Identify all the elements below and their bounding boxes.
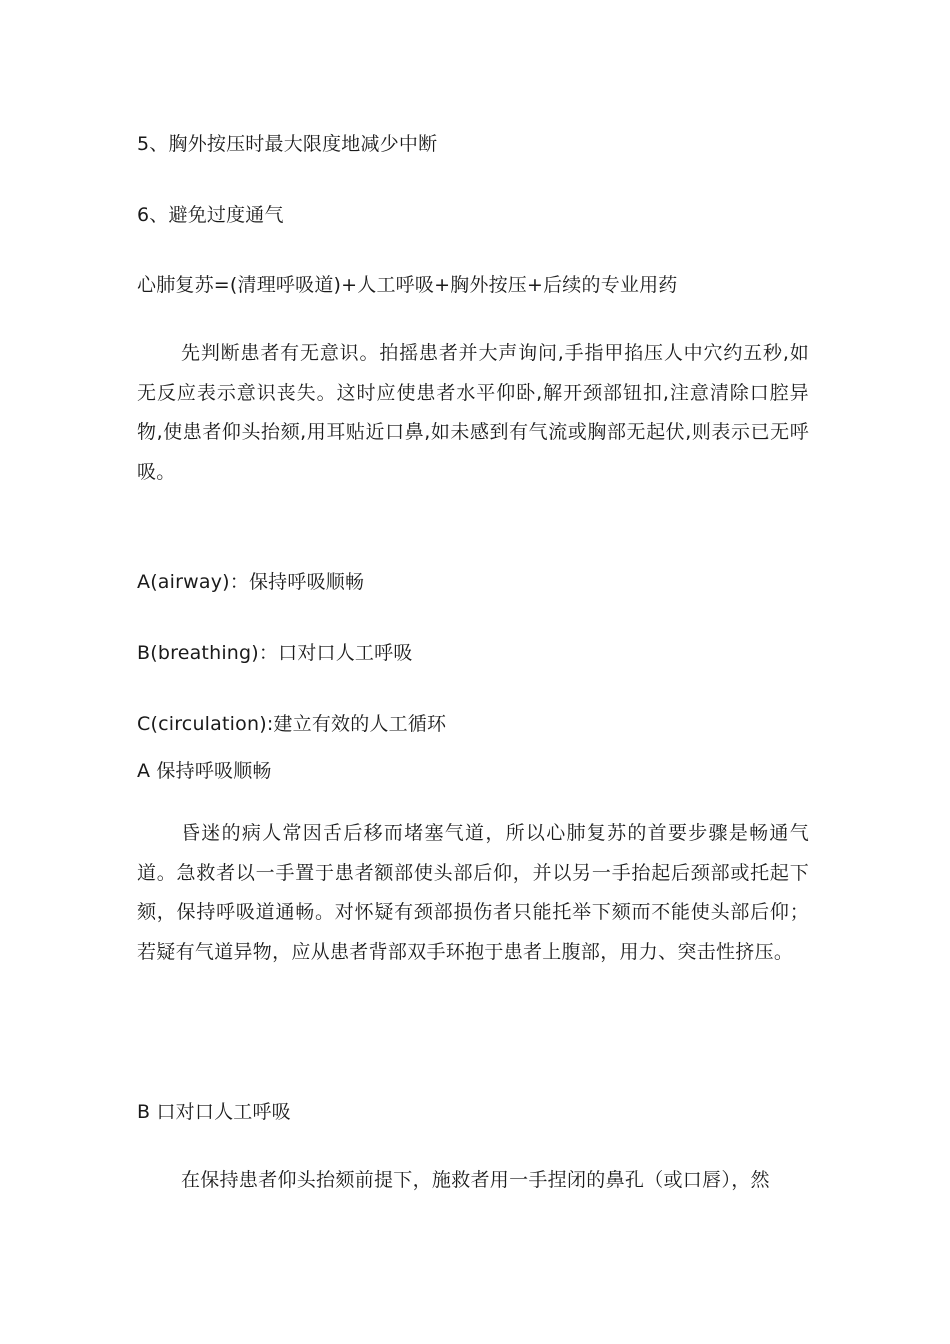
list-item-5: 5、胸外按压时最大限度地减少中断 — [137, 133, 438, 155]
abc-item-b: B(breathing)：口对口人工呼吸 — [137, 642, 413, 664]
cpr-formula: 心肺复苏=(清理呼吸道)+人工呼吸+胸外按压+后续的专业用药 — [137, 274, 678, 296]
abc-item-c: C(circulation):建立有效的人工循环 — [137, 713, 447, 735]
section-a-heading: A 保持呼吸顺畅 — [137, 760, 272, 782]
assessment-paragraph: 先判断患者有无意识。拍摇患者并大声询问,手指甲掐压人中穴约五秒,如无反应表示意识丧失。这时应使患者水平仰卧,解开颈部钮扣,注意清除口腔异物,使患者仰头抬颏,用耳贴近口鼻,如未感到有气流或胸部无起伏,则表示已无呼吸。 — [137, 342, 809, 483]
list-item-6: 6、避免过度通气 — [137, 204, 284, 226]
abc-item-a: A(airway)：保持呼吸顺畅 — [137, 571, 365, 593]
section-b-heading: B 口对口人工呼吸 — [137, 1101, 291, 1123]
section-a-paragraph: 昏迷的病人常因舌后移而堵塞气道，所以心肺复苏的首要步骤是畅通气道。急救者以一手置于患者额部使头部后仰，并以另一手抬起后颈部或托起下颏，保持呼吸道通畅。对怀疑有颈部损伤者只能托举下颏而不能使头部后仰；若疑有气道异物，应从患者背部双手环抱于患者上腹部，用力、突击性挤压。 — [137, 822, 809, 963]
section-b-paragraph: 在保持患者仰头抬颏前提下，施救者用一手捏闭的鼻孔（或口唇），然 — [181, 1169, 770, 1191]
